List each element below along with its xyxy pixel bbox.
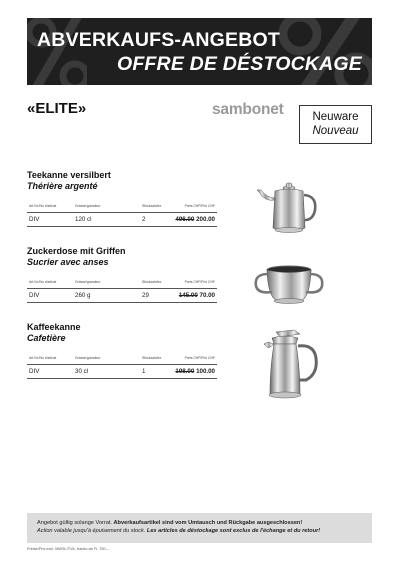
footer-fr-bold: Les articles de déstockage sont exclus de l'échange et du retour! xyxy=(146,528,321,534)
table-header xyxy=(27,356,217,365)
footer-fr-normal: Action valable jusqu'à épuisement du stock. xyxy=(37,528,147,534)
cell-qty: 2 xyxy=(142,216,146,223)
col-art: Art.Nr./No d'article xyxy=(29,280,57,284)
table-row xyxy=(27,365,217,379)
item-name-de: Teekanne versilbert xyxy=(27,170,111,180)
footer-line-fr xyxy=(37,527,364,535)
cell-qty: 1 xyxy=(142,368,146,375)
cell-qty: 29 xyxy=(142,292,149,299)
product-item xyxy=(27,322,217,379)
banner-title-fr: OFFRE DE DÉSTOCKAGE xyxy=(116,53,362,75)
sale-price: 200.00 xyxy=(196,216,215,223)
item-name-fr: Thérière argenté xyxy=(27,181,98,191)
table-header xyxy=(27,280,217,289)
banner-title-de: ABVERKAUFS-ANGEBOT xyxy=(37,29,281,51)
col-art: Art.Nr./No d'article xyxy=(29,356,57,360)
cell-price xyxy=(179,292,215,299)
old-price: 145.00 xyxy=(178,292,198,299)
cell-size: 30 cl xyxy=(75,368,89,375)
col-qty: Stückzahl/ex. xyxy=(142,356,163,360)
col-size: Grösse/grandeur xyxy=(75,204,101,208)
item-name-fr: Sucrier avec anses xyxy=(27,257,109,267)
col-qty: Stückzahl/ex. xyxy=(142,204,163,208)
col-price: Preis CHF/Prix CHF xyxy=(184,356,215,360)
new-badge xyxy=(299,105,372,144)
col-qty: Stückzahl/ex. xyxy=(142,280,163,284)
product-line-title: «ELITE» xyxy=(27,100,87,117)
fineprint: Preise/Prix excl. MWSt./TVA, franko ab Fr. 750.– xyxy=(27,547,109,551)
footer-de-normal: Angebot gültig solange Vorrat. xyxy=(37,520,114,526)
coffee-pot-image xyxy=(258,328,324,406)
brand-logo: sambonet xyxy=(212,101,284,118)
footer-notice xyxy=(27,513,372,543)
sale-price: 70.00 xyxy=(199,292,215,299)
old-price: 198.00 xyxy=(175,368,195,375)
col-size: Grösse/grandeur xyxy=(75,280,101,284)
header-banner xyxy=(27,18,372,85)
table-header xyxy=(27,204,217,213)
table-row xyxy=(27,289,217,303)
sale-price: 100.00 xyxy=(196,368,215,375)
teapot-image xyxy=(255,176,321,242)
product-item xyxy=(27,246,217,303)
table-row xyxy=(27,213,217,227)
sugar-bowl-image xyxy=(250,262,328,308)
col-size: Grösse/grandeur xyxy=(75,356,101,360)
item-name-fr: Cafetière xyxy=(27,333,66,343)
new-badge-de: Neuware xyxy=(312,111,359,123)
cell-size: 120 cl xyxy=(75,216,92,223)
cell-art: DIV xyxy=(29,292,40,299)
item-name-de: Kaffeekanne xyxy=(27,322,81,332)
item-name-de: Zuckerdose mit Griffen xyxy=(27,246,126,256)
footer-line-de xyxy=(37,519,364,527)
cell-price xyxy=(175,216,215,223)
col-price: Preis CHF/Prix CHF xyxy=(184,280,215,284)
product-item xyxy=(27,170,217,227)
cell-art: DIV xyxy=(29,216,40,223)
new-badge-fr: Nouveau xyxy=(312,125,359,137)
col-price: Preis CHF/Prix CHF xyxy=(184,204,215,208)
cell-size: 260 g xyxy=(75,292,91,299)
col-art: Art.Nr./No d'article xyxy=(29,204,57,208)
cell-price xyxy=(175,368,215,375)
old-price: 496.00 xyxy=(175,216,195,223)
footer-de-bold: Abverkaufsartikel sind vom Umtausch und Rückgabe ausgeschlossen! xyxy=(113,520,303,526)
cell-art: DIV xyxy=(29,368,40,375)
